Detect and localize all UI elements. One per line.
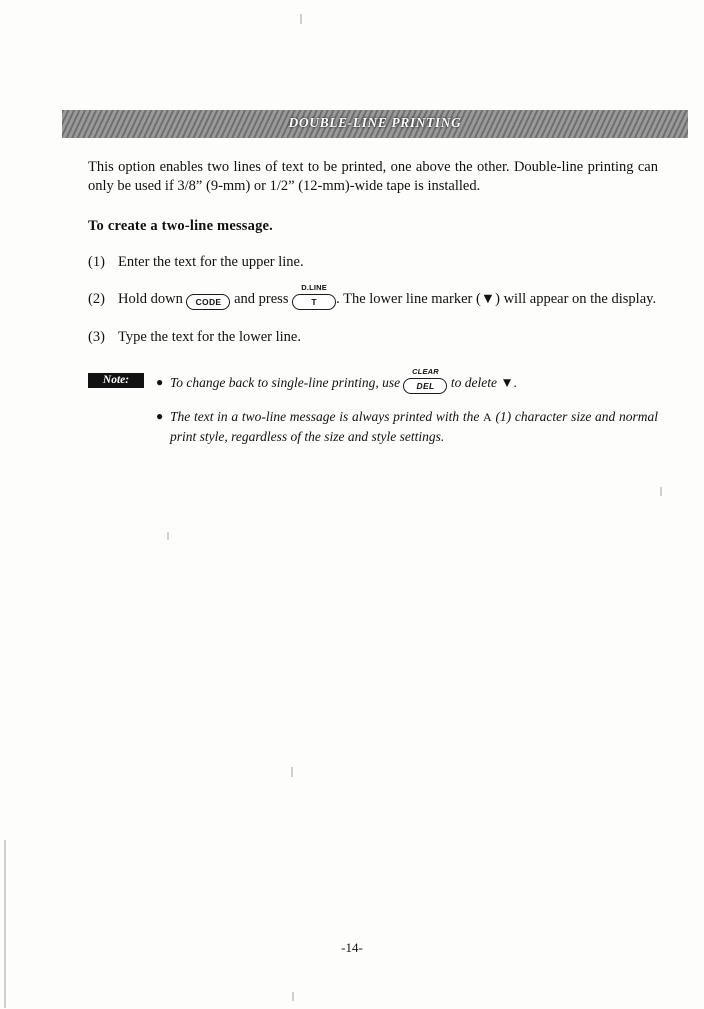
note-item-2-text xyxy=(170,407,658,446)
step-2-text-mid: and press xyxy=(234,291,289,307)
scan-artifact-bottom xyxy=(292,992,294,1001)
d-line-label: D.LINE xyxy=(301,283,328,292)
step-3 xyxy=(88,327,658,347)
scan-artifact-top xyxy=(300,14,302,24)
note-block xyxy=(88,367,659,446)
page-content xyxy=(88,158,658,446)
scan-artifact-left-edge xyxy=(4,840,6,1008)
del-key-icon: DEL xyxy=(403,378,447,394)
subsection-heading: To create a two-line message. xyxy=(88,218,273,234)
note-item-2 xyxy=(156,407,658,446)
step-1 xyxy=(88,252,658,272)
note-tag: Note: xyxy=(88,373,144,388)
page-footer xyxy=(0,940,704,956)
note-item-1 xyxy=(156,367,658,394)
note-1-text-after: to delete ▼. xyxy=(450,375,518,390)
t-key-wrapper xyxy=(292,283,336,310)
scan-artifact-mid xyxy=(291,767,293,777)
step-2-text xyxy=(118,283,658,310)
bullet-icon: ● xyxy=(156,409,164,423)
scan-artifact-right xyxy=(660,487,662,496)
page-title: DOUBLE-LINE PRINTING xyxy=(288,115,462,130)
section-header-band xyxy=(62,110,688,138)
scan-artifact-left-dot xyxy=(167,532,169,540)
code-key-icon: CODE xyxy=(186,294,230,310)
note-1-text-before: To change back to single-line printing, use xyxy=(170,375,401,390)
character-size-marker-icon: A xyxy=(483,410,492,424)
note-2-text-before: The text in a two-line message is always printed with the xyxy=(170,409,480,424)
step-1-text: Enter the text for the upper line. xyxy=(118,254,304,270)
note-item-1-text xyxy=(170,367,658,394)
del-key-wrapper xyxy=(403,367,447,394)
step-3-number: (3) xyxy=(88,329,105,345)
clear-label: CLEAR xyxy=(412,367,439,376)
note-2-text-after: (1) character size and normal print style, regardless of the size and style settings. xyxy=(170,409,659,444)
step-2 xyxy=(88,283,658,310)
intro-paragraph: This option enables two lines of text to be printed, one above the other. Double-line printing can only be used if 3/8” (9-mm) or 1/2” (12-mm)-wide tape is installed. xyxy=(88,159,658,194)
step-2-text-before: Hold down xyxy=(118,291,183,307)
t-key-icon: T xyxy=(292,294,336,310)
note-item-list xyxy=(156,367,659,446)
step-2-number: (2) xyxy=(88,291,105,307)
step-2-text-after: . The lower line marker (▼) will appear on the display. xyxy=(336,291,657,307)
bullet-icon: ● xyxy=(156,375,164,389)
code-key-wrapper xyxy=(186,289,230,310)
step-1-number: (1) xyxy=(88,254,105,270)
page-number: -14- xyxy=(341,940,363,955)
step-3-text: Type the text for the lower line. xyxy=(118,329,301,345)
